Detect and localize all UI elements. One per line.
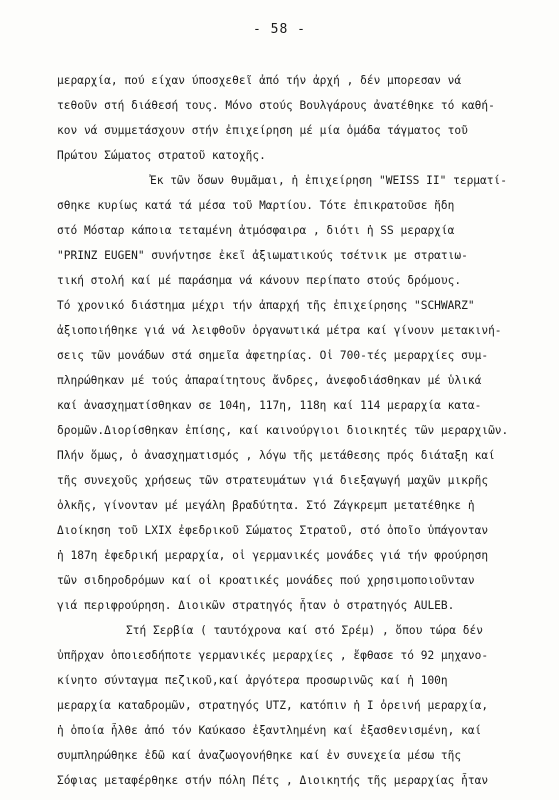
text-line: Τό χρονικό διάστημα μέχρι τήν ἀπαρχή τῆς ἐπιχείρησης "SCHWARZ": [57, 299, 475, 312]
text-line: πληρώθηκαν μέ τούς ἀπαραίτητους ἄνδρες, ἀνεφοδιάσθηκαν μέ ὑλικά: [57, 374, 482, 387]
text-line: δρομῶν.Διορίσθηκαν ἐπίσης, καί καινούργιοι διοικητές τῶν μεραρχιῶν.: [57, 424, 509, 437]
text-line: Ἐκ τῶν ὅσων θυμᾶμαι, ἡ ἐπιχείρηση "WEISS II" τερματί-: [150, 174, 507, 187]
text-line: τεθοῦν στή διάθεσή τους. Μόνο στούς Βουλγάρους ἀνατέθηκε τό καθή-: [57, 99, 495, 112]
text-line: στό Μόσταρ κάποια τεταμένη ἀτμόσφαιρα , διότι ἡ SS μεραρχία: [57, 224, 455, 237]
text-line: ἡ 187η ἐφεδρική μεραρχία, οἱ γερμανικές μονάδες γιά τήν φρούρηση: [57, 549, 489, 562]
text-line: ὁλκῆς, γίνονταν μέ μεγάλη βραδύτητα. Στό Ζάγκρεμπ μετατέθηκε ἡ: [57, 499, 475, 512]
text-line: τῆς συνεχοῦς χρήσεως τῶν στρατευμάτων γιά διεξαγωγή μαχῶν μικρῆς: [57, 474, 489, 487]
text-line: Διοίκηση τοῦ LXIX ἐφεδρικοῦ Σώματος Στρατοῦ, στό ὁποῖο ὑπάγονταν: [57, 524, 489, 537]
text-line: ὑπῆρχαν ὁποιεσδήποτε γερμανικές μεραρχίες , ἔφθασε τό 92 μηχανο-: [57, 649, 489, 662]
text-line: κίνητο σύνταγμα πεζικοῦ,καί ἀργότερα προσωρινῶς καί ἡ 100η: [57, 674, 448, 687]
text-line: σθηκε κυρίως κατά τά μέσα τοῦ Μαρτίου. Τότε ἐπικρατοῦσε ἤδη: [57, 199, 455, 212]
text-line: καί ἀνασχηματίσθηκαν σε 104η, 117η, 118η καί 114 μεραρχία κατα-: [57, 399, 482, 412]
text-line: συμπληρώθηκε ἐδῶ καί ἀναζωογονήθηκε καί ἐν συνεχεία μέσω τῆς: [57, 749, 462, 762]
text-line: Πρώτου Σώματος στρατοῦ κατοχῆς.: [57, 149, 266, 162]
text-line: "PRINZ EUGEN" συνήντησε ἐκεῖ ἀξιωματικούς τσέτνικ με στρατιω-: [57, 249, 468, 262]
text-line: Πλήν ὅμως, ὁ ἀνασχηματισμός , λόγω τῆς μετάθεσης πρός διάταξη καί: [57, 449, 495, 462]
page-number: - 58 -: [253, 22, 306, 37]
text-line: σεις τῶν μονάδων στά σημεῖα ἀφετηρίας. Οἱ 700-τές μεραρχίες συμ-: [57, 349, 489, 362]
text-line: Στή Σερβία ( ταυτόχρονα καί στό Σρέμ) , ὅπου τώρα δέν: [126, 624, 483, 637]
text-line: τῶν σιδηροδρόμων καί οἱ κροατικές μονάδες πού χρησιμοποιοῦνταν: [57, 574, 475, 587]
text-line: μεραρχία καταδρομῶν, στρατηγός UTZ, κατόπιν ἡ I ὀρεινή μεραρχία,: [57, 699, 489, 712]
text-line: γιά περιφρούρηση. Διοικῶν στρατηγός ἦταν ὁ στρατηγός AULEB.: [57, 599, 455, 612]
text-line: κον νά συμμετάσχουν στήν ἐπιχείρηση μέ μία ὁμάδα τάγματος τοῦ: [57, 124, 468, 137]
text-line: ἀξιοποιήθηκε γιά νά λειφθοῦν ὀργανωτικά μέτρα καί γίνουν μετακινή-: [57, 324, 502, 337]
text-line: Σόφιας μεταφέρθηκε στήν πόλη Πέτς , Διοικητής τῆς μεραρχίας ἦταν: [57, 774, 489, 787]
text-line: ἡ ὁποία ἦλθε ἀπό τόν Καύκασο ἐξαντλημένη καί ἐξασθενισμένη, καί: [57, 724, 482, 737]
text-line: μεραρχία, πού είχαν ύποσχεθεῖ ἀπό τήν ἀρχή , δέν μπορεσαν νά: [57, 74, 462, 87]
text-line: τική στολή καί μέ παράσημα νά κάνουν περίπατο στούς δρόμους.: [57, 274, 462, 287]
